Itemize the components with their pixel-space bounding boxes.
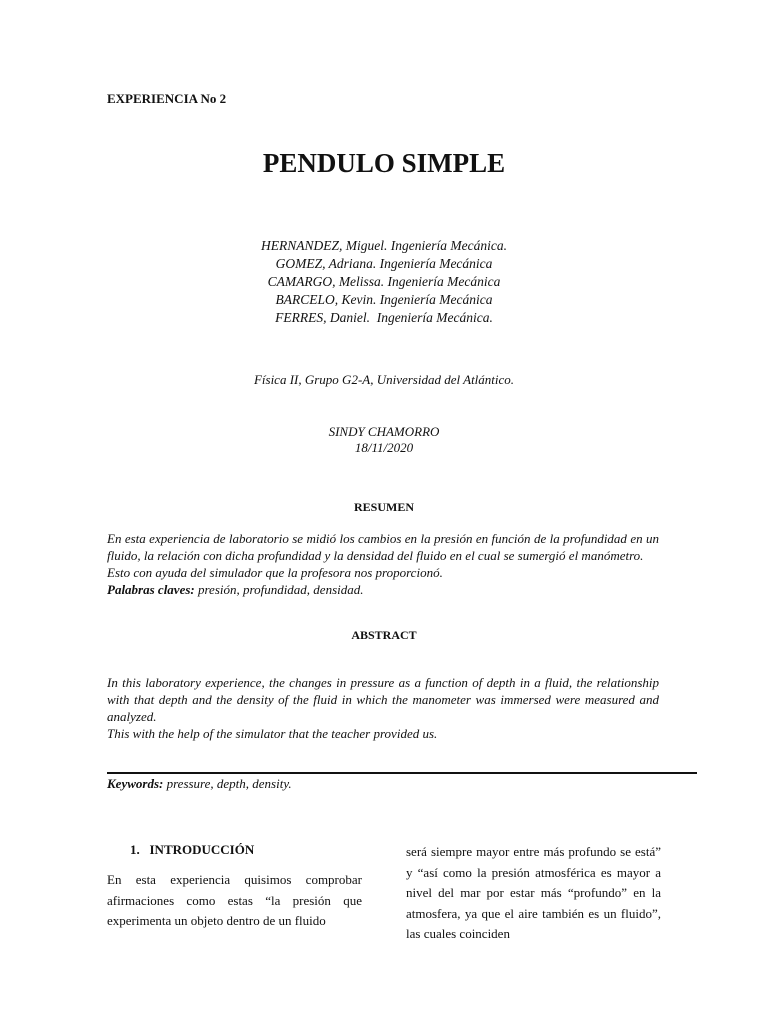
author-line: GOMEZ, Adriana. Ingeniería Mecánica (275, 256, 493, 271)
author-line: FERRES, Daniel. Ingeniería Mecánica. (275, 310, 493, 325)
resumen-paragraph: Esto con ayuda del simulador que la profesora nos proporcionó. (107, 565, 443, 580)
abstract-body (107, 674, 659, 742)
author-line: CAMARGO, Melissa. Ingeniería Mecánica (267, 274, 501, 289)
professor-block (0, 424, 768, 456)
abstract-paragraph: In this laboratory experience, the changes in pressure as a function of depth in a fluid, the relationship with that depth and the density of the fluid in which the manometer was immersed were measured and analyzed. (107, 675, 659, 724)
resumen-heading: RESUMEN (353, 500, 414, 514)
keywords-value: pressure, depth, density. (163, 776, 292, 791)
affiliation: Física II, Grupo G2-A, Universidad del Atlántico. (253, 372, 515, 387)
introduction-heading (130, 842, 254, 858)
document-date: 18/11/2020 (354, 440, 414, 455)
introduction-left-column: En esta experiencia quisimos comprobar afirmaciones como estas “la presión que experimenta un objeto dentro de un fluido (107, 872, 362, 928)
author-line: HERNANDEZ, Miguel. Ingeniería Mecánica. (261, 238, 507, 253)
authors-block (0, 237, 768, 327)
experiment-label: EXPERIENCIA No 2 (107, 91, 227, 106)
introduction-heading-text: 1. INTRODUCCIÓN (130, 842, 255, 857)
keywords-label: Keywords: (107, 776, 164, 791)
document-title: PENDULO SIMPLE (262, 148, 506, 178)
introduction-right-column: será siempre mayor entre más profundo se está” y “así como la presión atmosférica es mayor a nivel del mar por estar más “profundo” en la atmosfera, ya que el aire también es un fluido”, las cuales coinciden (406, 844, 661, 941)
professor-name: SINDY CHAMORRO (328, 424, 440, 439)
section-divider (107, 772, 697, 774)
keywords-value: presión, profundidad, densidad. (194, 582, 364, 597)
keywords-label: Palabras claves: (107, 582, 195, 597)
abstract-paragraph: This with the help of the simulator that the teacher provided us. (107, 726, 438, 741)
abstract-heading: ABSTRACT (351, 628, 417, 642)
author-line: BARCELO, Kevin. Ingeniería Mecánica (275, 292, 493, 307)
abstract-keywords (107, 776, 292, 792)
resumen-keywords (107, 581, 659, 598)
resumen-body (107, 530, 659, 598)
resumen-paragraph: En esta experiencia de laboratorio se midió los cambios en la presión en función de la profundidad en un fluido, la relación con dicha profundidad y la densidad del fluido en el cual se sumergió el manómetro. (107, 531, 659, 563)
